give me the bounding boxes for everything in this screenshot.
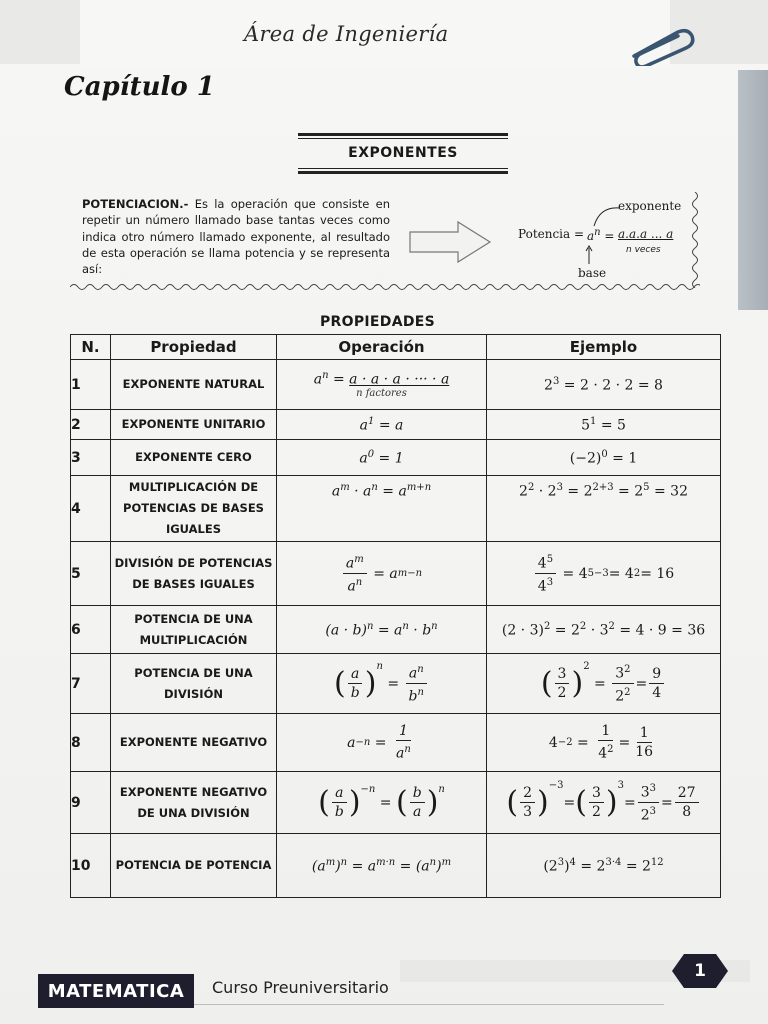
intro-paragraph [82, 196, 390, 277]
row-operation: $a^0 = 1$ [277, 440, 487, 476]
row-number: 6 [71, 606, 111, 654]
potencia-label: Potencia = [518, 227, 585, 241]
row-operation: a −n = $\frac{1}{a^n}$ [277, 714, 487, 772]
row-example: $2^3 = 2 \cdot 2 \cdot 2 = 8$ [487, 360, 721, 410]
row-number: 4 [71, 476, 111, 542]
row-property: DIVISIÓN DE POTENCIAS DE BASES IGUALES [111, 542, 277, 606]
base-pointer-icon [584, 244, 594, 266]
row-example: $2^2 \cdot 2^3 = 2^{2+3} = 2^5 = 32$ [487, 476, 721, 542]
row-example: $(2 \cdot 3)^2 = 2^2 \cdot 3^2 = 4 \cdot 9 = 36$ [487, 606, 721, 654]
n-veces-label: n veces [626, 245, 661, 255]
page-number-badge [670, 952, 730, 990]
row-number: 7 [71, 654, 111, 714]
row-operation: $\frac{a^m}{a^n}$ = a m−n [277, 542, 487, 606]
right-arrow-icon [408, 220, 492, 264]
header-propiedad: Propiedad [111, 335, 277, 360]
table-row [71, 606, 721, 654]
intro-term: POTENCIACION.- [82, 197, 189, 211]
table-row [71, 410, 721, 440]
header-title: Área de Ingeniería [244, 22, 449, 46]
section-title-block [298, 133, 508, 174]
table-row [71, 360, 721, 410]
section-title: EXPONENTES [348, 145, 458, 161]
row-property: POTENCIA DE UNA MULTIPLICACIÓN [111, 606, 277, 654]
row-property: EXPONENTE NATURAL [111, 360, 277, 410]
row-example: ( $\frac{2}{3}$ ) $^{-3}$ = ( $\frac{3}{2}$ ) $^3$ = $\frac{3^3}{2^3}$ = $\frac{27}{8}$ [487, 772, 721, 834]
wavy-divider-right [690, 192, 700, 288]
row-operation [277, 360, 487, 410]
table-row [71, 440, 721, 476]
row-property: EXPONENTE NEGATIVO [111, 714, 277, 772]
n-factores-label: n factores [356, 387, 407, 399]
row-example: $5^1 = 5$ [487, 410, 721, 440]
row-operation: $a^m \cdot a^n = a^{m+n}$ [277, 476, 487, 542]
natural-formula: $a^n = a \cdot a \cdot a$ · ··· · a n factores [313, 370, 450, 399]
row-property: EXPONENTE NEGATIVO DE UNA DIVISIÓN [111, 772, 277, 834]
row-property: POTENCIA DE UNA DIVISIÓN [111, 654, 277, 714]
table-row [71, 654, 721, 714]
formula-product: a.a.a ... a [618, 227, 674, 241]
table-row [71, 714, 721, 772]
header-ejemplo: Ejemplo [487, 335, 721, 360]
row-operation: $a^1 = a$ [277, 410, 487, 440]
intro-text: Es la operación que consiste en repetir un número llamado base tantas veces como indica otro número llamado exponente, al resultado de esta operación se llama potencia y se representa así: [82, 197, 390, 277]
wavy-divider [70, 282, 700, 292]
row-number: 10 [71, 834, 111, 898]
header-n: N. [71, 335, 111, 360]
right-page-edge [738, 70, 768, 310]
table-row [71, 834, 721, 898]
row-number: 3 [71, 440, 111, 476]
row-number: 2 [71, 410, 111, 440]
table-row [71, 542, 721, 606]
row-number: 8 [71, 714, 111, 772]
title-rule-bottom [298, 171, 508, 174]
row-number: 1 [71, 360, 111, 410]
row-operation: $(a \cdot b)^n = a^n \cdot b^n$ [277, 606, 487, 654]
row-operation: $(a^m)^n = a^{m\cdot n} = (a^n)^m$ [277, 834, 487, 898]
row-number: 9 [71, 772, 111, 834]
properties-table [70, 334, 721, 898]
title-rule-top [298, 133, 508, 136]
table-row [71, 772, 721, 834]
table-header-row [71, 335, 721, 360]
base-label: base [578, 266, 607, 280]
chapter-title: Capítulo 1 [64, 72, 215, 102]
row-example: 4 −2 = $\frac{1}{4^2}$ = $\frac{1}{16}$ [487, 714, 721, 772]
row-example: $\frac{4^5}{4^3}$ = 4 5−3 = 4 2 = 16 [487, 542, 721, 606]
row-property: EXPONENTE CERO [111, 440, 277, 476]
footer-course: Curso Preuniversitario [212, 978, 389, 997]
formula-base-power: $a^n$ = [587, 227, 615, 243]
row-property: MULTIPLICACIÓN DE POTENCIAS DE BASES IGUALES [111, 476, 277, 542]
row-property: EXPONENTE UNITARIO [111, 410, 277, 440]
footer-rule [194, 1004, 664, 1005]
row-number: 5 [71, 542, 111, 606]
row-example: ( $\frac{3}{2}$ ) $^2$ = $\frac{3^2}{2^2}$ = $\frac{9}{4}$ [487, 654, 721, 714]
exponent-label: exponente [618, 199, 682, 213]
header-operacion: Operación [277, 335, 487, 360]
paperclip-icon [626, 26, 696, 66]
properties-title: PROPIEDADES [320, 314, 435, 330]
row-example: $(2^3)^4 = 2^{3\cdot 4} = 2^{12}$ [487, 834, 721, 898]
table-row [71, 476, 721, 542]
title-rule-bottom-thin [298, 168, 508, 169]
row-operation: ( $\frac{a}{b}$ ) $^n$ = $\frac{a^n}{b^n}$ [277, 654, 487, 714]
page-number: 1 [694, 961, 706, 981]
row-property: POTENCIA DE POTENCIA [111, 834, 277, 898]
footer-subject-badge: MATEMATICA [38, 974, 194, 1008]
potencia-formula [518, 196, 698, 286]
row-example: $(-2)^0 = 1$ [487, 440, 721, 476]
row-operation: ( $\frac{a}{b}$ ) $^{-n}$ = ( $\frac{b}{a}$ ) $^n$ [277, 772, 487, 834]
